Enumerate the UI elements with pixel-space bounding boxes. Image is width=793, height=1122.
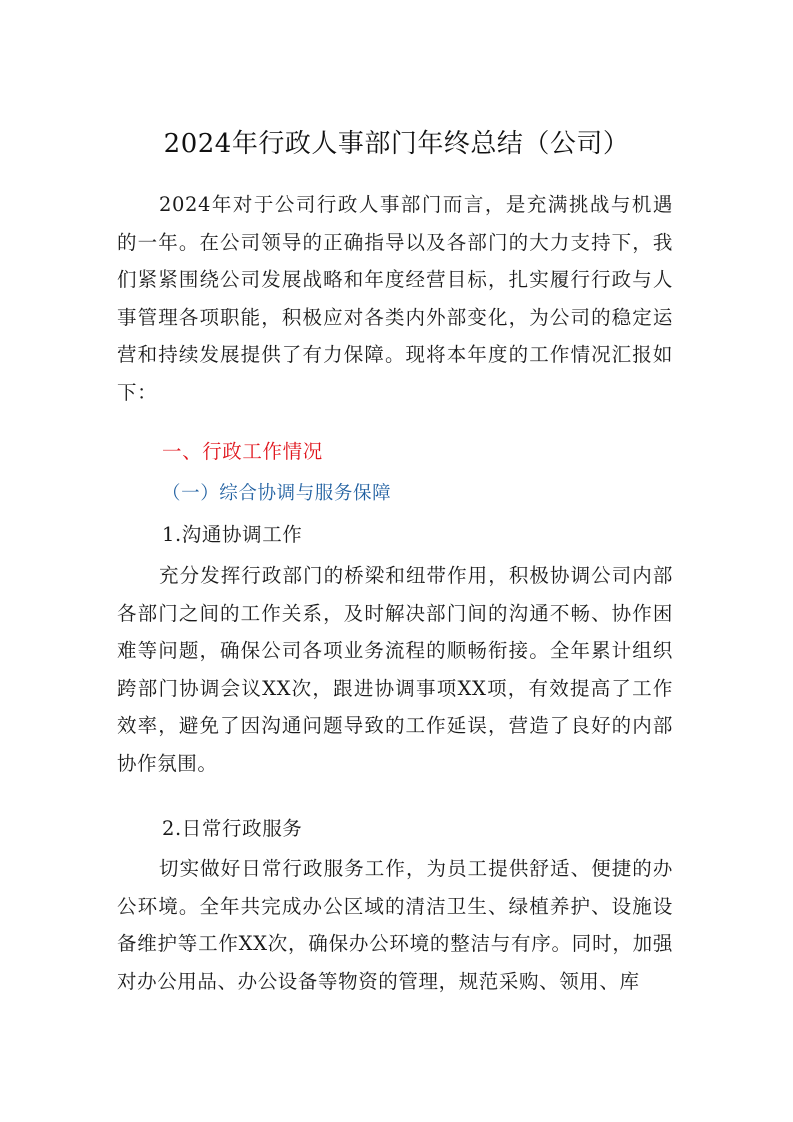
document-title: 2024年行政人事部门年终总结（公司） (163, 129, 630, 159)
communication-paragraph: 充分发挥行政部门的桥梁和纽带作用，积极协调公司内部各部门之间的工作关系，及时解决部门间的沟通不畅、协作困难等问题，确保公司各项业务流程的顺畅衔接。全年累计组织跨部门协调会议XX次，跟进协调事项XX项，有效提高了工作效率，避免了因沟通问题导致的工作延误，营造了良好的内部协作氛围。 (117, 564, 673, 775)
section-heading-admin: 一、行政工作情况 (162, 440, 323, 463)
item-heading-daily-service: 2.日常行政服务 (162, 817, 303, 840)
daily-service-paragraph: 切实做好日常行政服务工作，为员工提供舒适、便捷的办公环境。全年共完成办公区域的清洁卫生、绿植养护、设施设备维护等工作XX次，确保办公环境的整洁与有序。同时，加强对办公用品、办公设备等物资的管理，规范采购、领用、库 (117, 857, 673, 993)
subsection-heading-coordination: （一）综合协调与服务保障 (162, 483, 392, 504)
item-heading-communication: 1.沟通协调工作 (162, 523, 303, 546)
intro-paragraph: 2024年对于公司行政人事部门而言，是充满挑战与机遇的一年。在公司领导的正确指导以及各部门的大力支持下，我们紧紧围绕公司发展战略和年度经营目标，扎实履行行政与人事管理各项职能，积极应对各类内外部变化，为公司的稳定运营和持续发展提供了有力保障。现将本年度的工作情况汇报如下： (117, 193, 673, 404)
